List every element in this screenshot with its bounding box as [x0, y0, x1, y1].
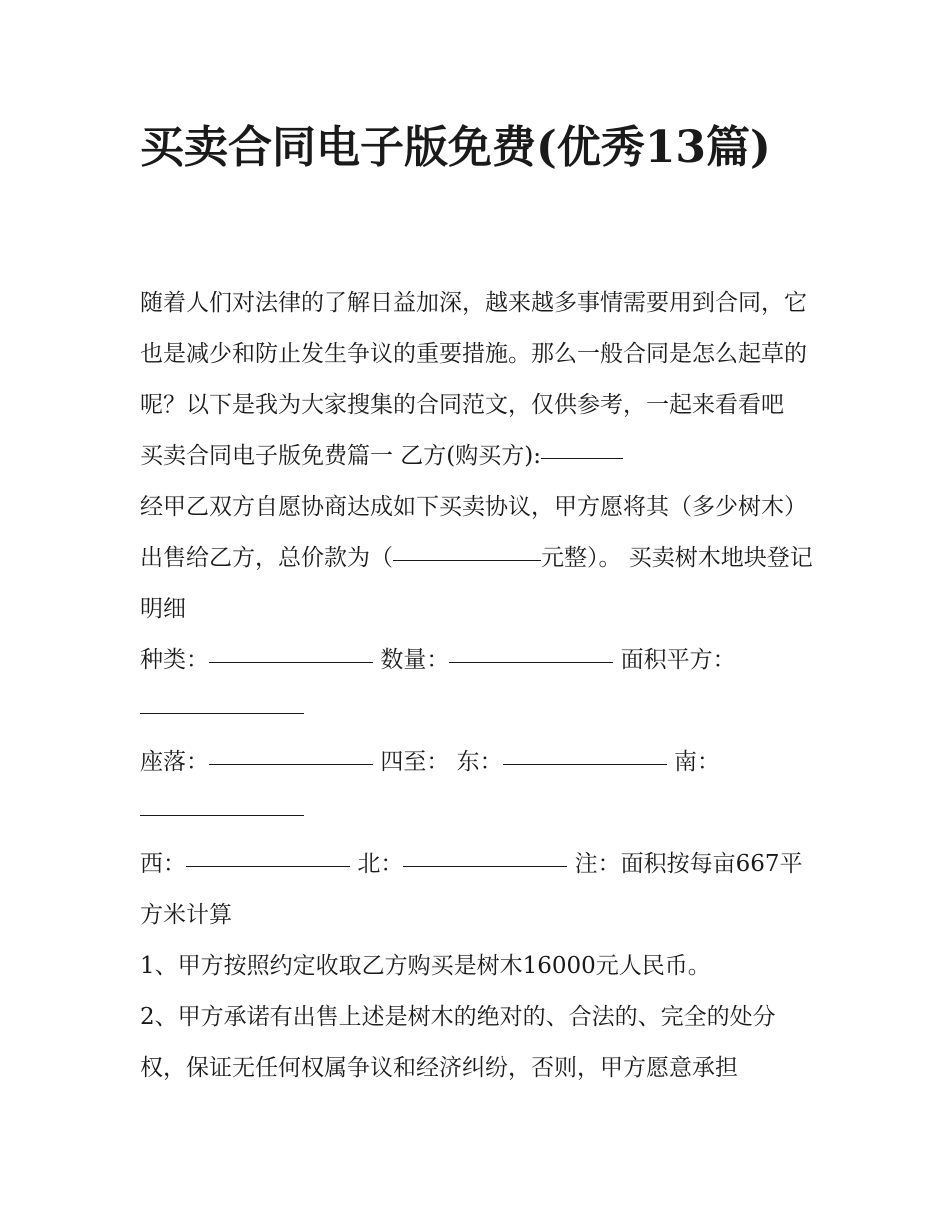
clause-2: 2、甲方承诺有出售上述是树木的绝对的、合法的、完全的处分权，保证无任何权属争议和经济纠纷，否则，甲方愿意承担 — [140, 1004, 776, 1081]
section-1-heading: 买卖合同电子版免费篇一 乙方(购买方): — [140, 443, 542, 469]
north-label: 北： — [357, 851, 404, 877]
document-title: 买卖合同电子版免费(优秀13篇) — [140, 122, 771, 173]
location-boundaries-line — [140, 737, 815, 839]
boundaries-label: 四至： — [380, 749, 450, 775]
south-blank — [140, 815, 304, 816]
section-1-heading-line — [140, 431, 815, 482]
area-note: 注：面积按每亩667平方米计算 — [140, 851, 803, 928]
agreement-text-part-2: 元整）。 买卖树木地块登记明细 — [140, 545, 813, 622]
south-label: 南： — [673, 749, 720, 775]
intro-paragraph: 随着人们对法律的了解日益加深，越来越多事情需要用到合同，它也是减少和防止发生争议的重要措施。那么一般合同是怎么起草的呢？以下是我为大家搜集的合同范文，仅供参考，一起来看看吧 — [140, 290, 807, 418]
kind-blank — [209, 662, 373, 663]
east-label: 东： — [456, 749, 503, 775]
clause-1: 1、甲方按照约定收取乙方购买是树木16000元人民币。 — [140, 953, 711, 979]
north-blank — [403, 866, 567, 867]
location-label: 座落： — [140, 749, 209, 775]
agreement-paragraph — [140, 482, 815, 635]
area-label: 面积平方： — [620, 647, 736, 673]
kind-label: 种类： — [140, 647, 209, 673]
quantity-label: 数量： — [380, 647, 450, 673]
location-blank — [209, 764, 373, 765]
east-blank — [503, 764, 667, 765]
agreement-text-part-1: 经甲乙双方自愿协商达成如下买卖协议，甲方愿将其（多少树木）出售给乙方，总价款为（ — [140, 494, 807, 571]
west-north-note-line — [140, 839, 815, 941]
buyer-blank — [541, 458, 623, 459]
west-blank — [186, 866, 350, 867]
area-blank — [140, 713, 304, 714]
kind-quantity-area-line — [140, 635, 815, 737]
price-blank — [393, 560, 541, 561]
document-body — [140, 278, 815, 1094]
west-label: 西： — [140, 851, 186, 877]
quantity-blank — [449, 662, 613, 663]
